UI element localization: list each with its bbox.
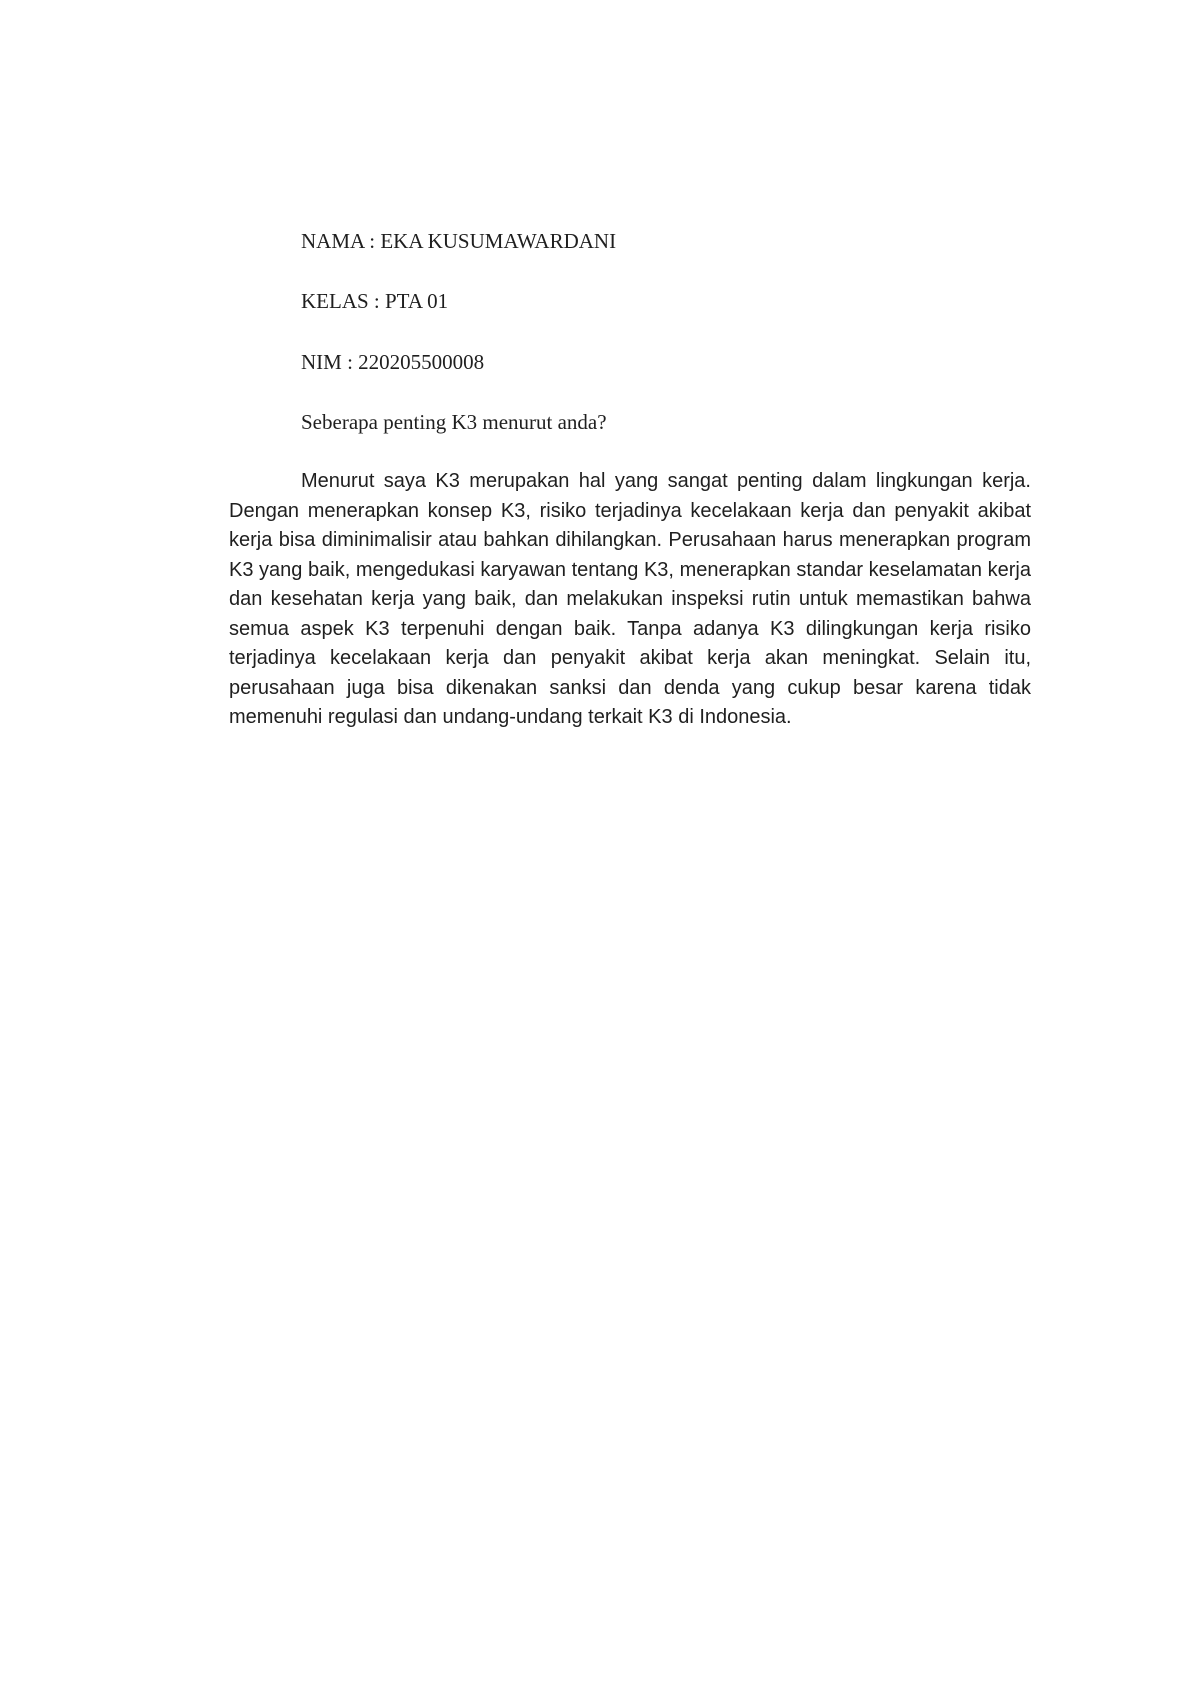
answer-paragraph: Menurut saya K3 merupakan hal yang sangat penting dalam lingkungan kerja. Dengan menerapkan konsep K3, risiko terjadinya kecelakaan kerja dan penyakit akibat kerja bisa diminimalisir atau bahkan dihilangkan. Perusahaan harus menerapkan program K3 yang baik, mengedukasi karyawan tentang K3, menerapkan standar keselamatan kerja dan kesehatan kerja yang baik, dan melakukan inspeksi rutin untuk memastikan bahwa semua aspek K3 terpenuhi dengan baik. Tanpa adanya K3 dilingkungan kerja risiko terjadinya kecelakaan kerja dan penyakit akibat kerja akan meningkat. Selain itu, perusahaan juga bisa dikenakan sanksi dan denda yang cukup besar karena tidak memenuhi regulasi dan undang-undang terkait K3 di Indonesia. [229,470,1031,728]
student-class: KELAS : PTA 01 [301,289,449,313]
student-id: NIM : 220205500008 [301,350,485,374]
student-name: NAMA : EKA KUSUMAWARDANI [301,229,617,253]
question-heading: Seberapa penting K3 menurut anda? [301,410,607,434]
